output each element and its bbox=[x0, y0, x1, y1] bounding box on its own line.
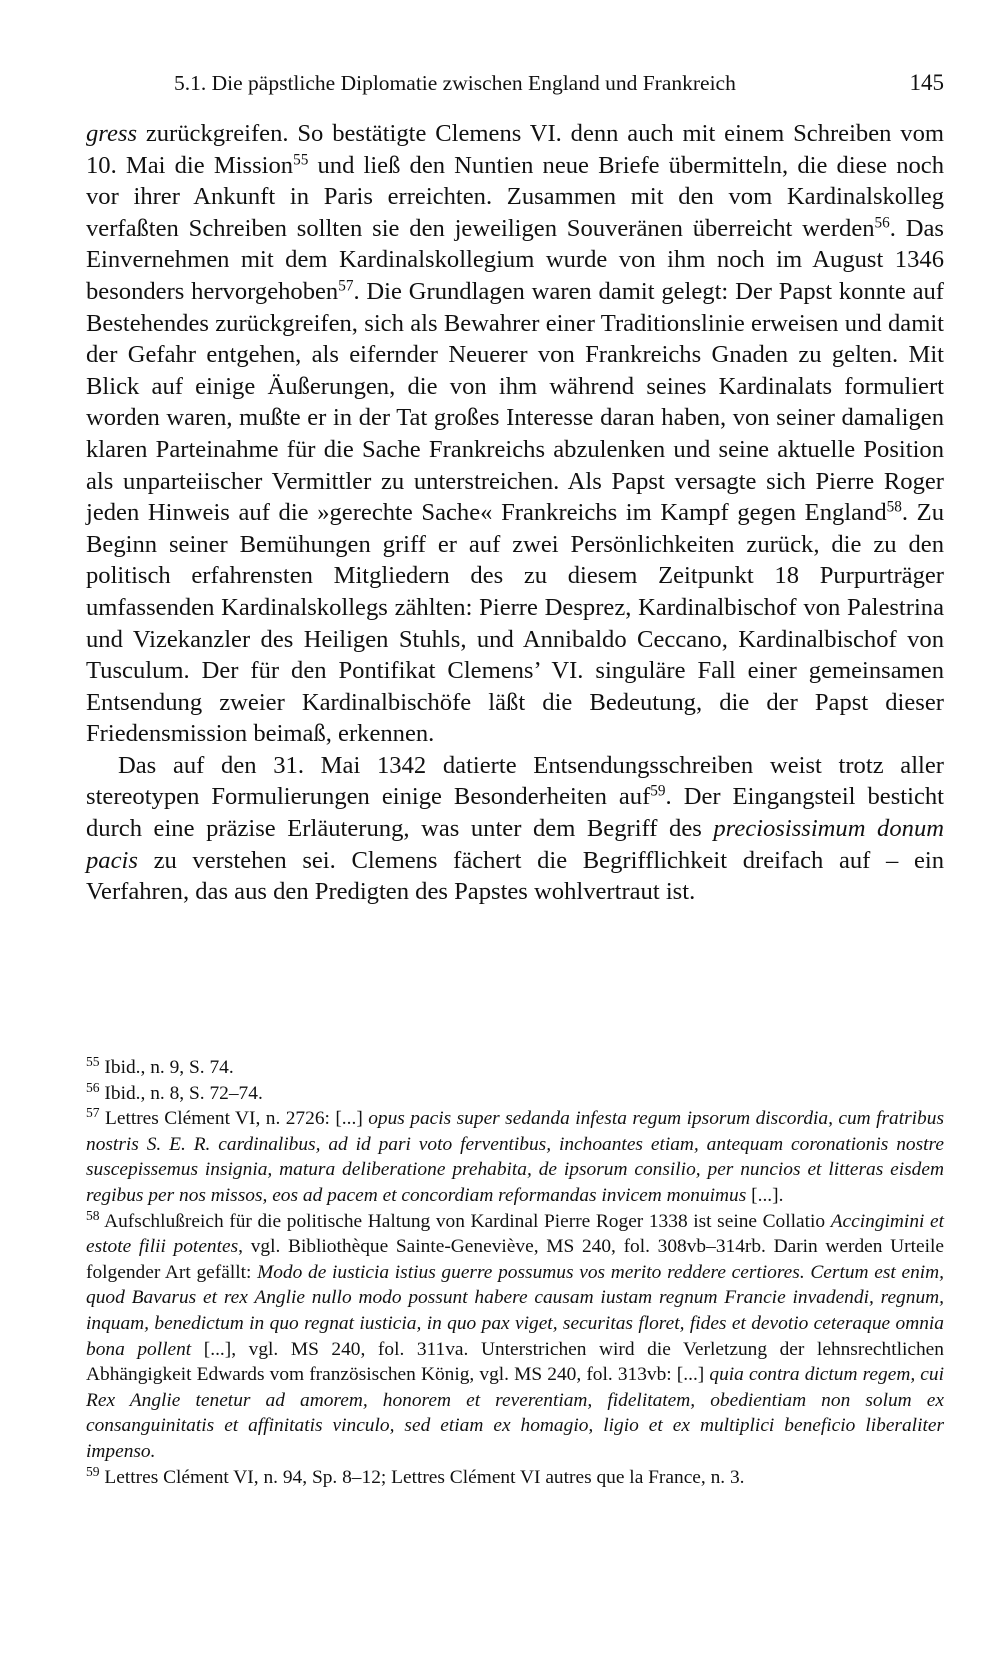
footnote-text: [...], vgl. MS 240, fol. 311va. Unterstrichen wird die Verletzung der lehnsrechtlichen Abhängigkeit Edwards vom französischen König, vgl. MS 240, fol. 313vb: [...] bbox=[86, 1338, 944, 1386]
footnote-number: 58 bbox=[86, 1207, 100, 1223]
text-run: zu verstehen sei. Clemens fächert die Begrifflichkeit dreifach auf – ein Verfahren, das aus den Predigten des Papstes wohlvertraut ist. bbox=[86, 846, 944, 906]
footnote-latin-quote: Modo de iusticia istius guerre possumus vos merito reddere certiores. Certum est enim, quod Bavarus et rex Anglie nullo modo possunt habere causam iustam regnum Francie invadendi, regnum, inquam, benedictum in quo regnat iusticia, in quo pax viget, securitas floret, fides et devotio ceteraque omnia bona pollent bbox=[86, 1261, 944, 1360]
footnote-58 bbox=[86, 1209, 944, 1465]
footnote-number: 55 bbox=[86, 1054, 100, 1070]
paragraph bbox=[86, 118, 944, 750]
footnote-number: 56 bbox=[86, 1079, 100, 1095]
footnote-ref[interactable]: 59 bbox=[650, 783, 666, 801]
footnote-number: 59 bbox=[86, 1463, 100, 1479]
running-head-title: 5.1. Die päpstliche Diplomatie zwischen England und Frankreich bbox=[174, 71, 736, 95]
footnote-56 bbox=[86, 1081, 944, 1107]
footnote-59 bbox=[86, 1465, 944, 1491]
text-run: . Zu Beginn seiner Bemühungen griff er auf zwei Persönlichkeiten zurück, die zu den politisch erfahrensten Mitgliedern des zu diesem Zeitpunkt 18 Purpurträger umfassenden Kardinalskollegs zählten: Pierre Desprez, Kardinalbischof von Palestrina und Vizekanzler des Heiligen Stuhls, und Annibaldo Ceccano, Kardinalbischof von Tusculum. Der für den Pontifikat Clemens’ VI. singuläre Fall einer gemeinsamen Entsendung zweier Kardinalbischöfe läßt die Bedeutung, die der Papst dieser Friedensmission beimaß, erkennen. bbox=[86, 499, 944, 748]
footnote-text: , vgl. Bibliothèque Sainte-Geneviève, MS 240, fol. 308vb–314rb. Darin werden Urteile folgender Art gefällt: bbox=[86, 1236, 945, 1283]
footnotes bbox=[86, 1055, 944, 1490]
text-run: . Das Einvernehmen mit dem Kardinalskollegium wurde von ihm noch im August 1346 besonders hervorgehoben bbox=[86, 214, 944, 305]
footnote-text: Ibid., n. 8, S. 72–74. bbox=[99, 1082, 263, 1104]
text-run: Das auf den 31. Mai 1342 datierte Entsendungsschreiben weist trotz aller stereotypen Formulierungen einige Besonderheiten auf bbox=[86, 751, 944, 811]
footnote-latin-title: Accingimini et estote filii potentes bbox=[86, 1210, 944, 1258]
footnote-latin-quote: quia contra dictum regem, cui Rex Anglie tenetur ad amorem, honorem et reverentiam, fidelitatem, obedientiam non solum ex consanguinitatis et affinitatis vinculo, sed etiam ex homagio, ligio et ex multiplici beneficio liberaliter impenso. bbox=[86, 1364, 944, 1462]
footnote-latin-quote: opus pacis super sedanda infesta regum ipsorum discordia, cum fratribus nostris S. E. R. cardinalibus, ad id pari voto ferventibus, inchoantes etiam, antequam coronationis nostre suscepissemus insignia, matura deliberatione prehabita, de ipsorum consilio, per nuncios et litteras eisdem regibus per nos missos, eos ad pacem et concordiam reformandas invicem monuimus bbox=[86, 1108, 944, 1206]
footnote-text: Lettres Clément VI, n. 2726: [...] bbox=[99, 1108, 369, 1130]
footnote-text: Lettres Clément VI, n. 94, Sp. 8–12; Lettres Clément VI autres que la France, n. 3. bbox=[99, 1466, 745, 1488]
footnote-55 bbox=[86, 1055, 944, 1081]
text-run: . Der Eingangsteil besticht durch eine präzise Erläuterung, was unter dem Begriff des bbox=[86, 783, 944, 843]
footnote-text: [...]. bbox=[746, 1184, 784, 1206]
footnote-number: 57 bbox=[86, 1105, 100, 1121]
footnote-ref[interactable]: 58 bbox=[886, 498, 902, 516]
footnote-ref[interactable]: 56 bbox=[874, 214, 890, 232]
footnote-text: Ibid., n. 9, S. 74. bbox=[99, 1057, 234, 1078]
text-run: . Die Grundlagen waren damit gelegt: Der Papst konnte auf Bestehendes zurückgreifen, sich als Bewahrer einer Traditionslinie erweisen und damit der Gefahr entgehen, als eifernder Neuerer von Frankreichs Gnaden zu gelten. Mit Blick auf einige Äußerungen, die von ihm während seines Kardinalats formuliert worden waren, mußte er in der Tat großes Interesse daran haben, von seiner damaligen klaren Parteinahme für die Sache Frankreichs abzulenken und seine aktuelle Position als unparteiischer Vermittler zu unterstreichen. Als Papst versagte sich Pierre Roger jeden Hinweis auf die »gerechte Sache« Frankreichs im Kampf gegen England bbox=[86, 277, 944, 527]
footnote-ref[interactable]: 55 bbox=[293, 151, 309, 169]
italic-term: preciosissimum donum pacis bbox=[86, 815, 944, 874]
footnote-text: Aufschlußreich für die politische Haltung von Kardinal Pierre Roger 1338 ist seine Collatio bbox=[99, 1210, 831, 1232]
running-head bbox=[174, 68, 944, 98]
footnote-ref[interactable]: 57 bbox=[338, 277, 354, 295]
text-run: und ließ den Nuntien neue Briefe übermitteln, die diese noch vor ihrer Ankunft in Paris erreichten. Zusammen mit den vom Kardinalskolleg verfaßten Schreiben sollten sie den jeweiligen Souveränen überreicht werden bbox=[86, 151, 945, 242]
text-run: zurückgreifen. So bestätigte Clemens VI. denn auch mit einem Schreiben vom 10. Mai die Mission bbox=[86, 120, 944, 179]
body-text bbox=[86, 118, 944, 908]
footnote-57 bbox=[86, 1106, 944, 1208]
italic-term: gress bbox=[86, 120, 138, 147]
page-number: 145 bbox=[909, 70, 944, 95]
paragraph bbox=[86, 750, 944, 908]
